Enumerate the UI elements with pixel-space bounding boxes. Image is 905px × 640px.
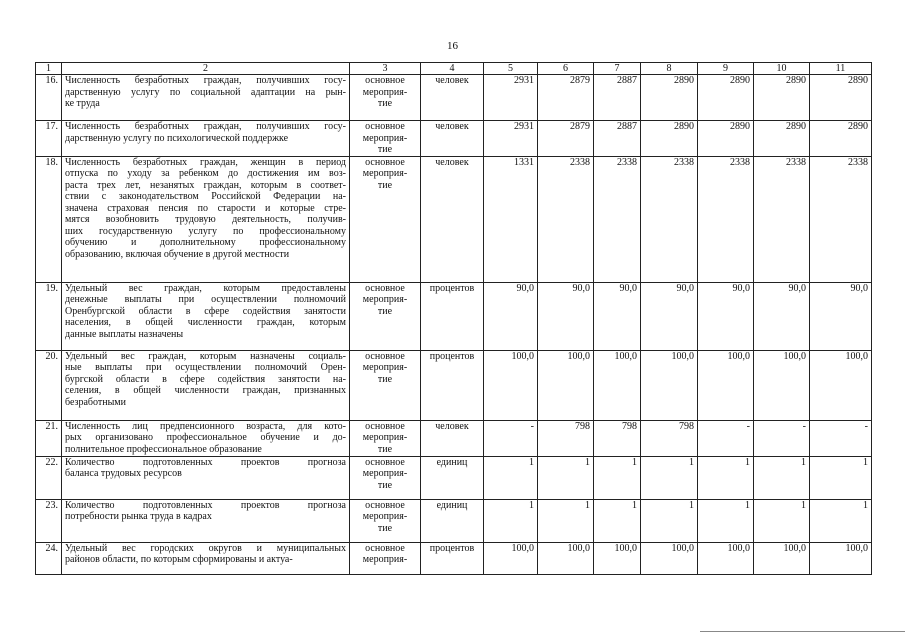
indicator-name-line: Численность безработных граждан, получивших госу-	[65, 121, 346, 132]
value-cell: -	[754, 420, 810, 456]
table-row	[36, 75, 872, 121]
measure-type-line: тие	[377, 479, 393, 491]
value-cell: 2338	[698, 156, 754, 282]
column-header: 3	[350, 63, 421, 75]
unit: единиц	[421, 456, 484, 499]
measure-type-line: тие	[377, 443, 393, 455]
measure-type-line: мероприя-	[362, 468, 408, 479]
unit: процентов	[421, 542, 484, 574]
measure-type-line: мероприя-	[362, 132, 408, 144]
unit: процентов	[421, 282, 484, 350]
indicator-name-line: баланса трудовых ресурсов	[65, 468, 182, 479]
measure-type-line: основное	[365, 75, 405, 86]
table-row	[36, 156, 872, 282]
indicator-name-line: безработными	[65, 396, 126, 408]
indicator-name-line: населения, в общей численности граждан, которым	[65, 317, 346, 328]
indicator-name-line: ные выплаты при осуществлении полномочий Орен-	[65, 362, 346, 373]
unit: человек	[421, 156, 484, 282]
column-header: 1	[36, 63, 62, 75]
value-cell: 2879	[538, 121, 594, 157]
value-cell: 798	[594, 420, 641, 456]
value-cell: 100,0	[698, 542, 754, 574]
measure-type-line: мероприя-	[362, 86, 408, 98]
value-cell: 90,0	[810, 282, 872, 350]
value-cell: 798	[538, 420, 594, 456]
value-cell: 100,0	[698, 350, 754, 420]
value-cell: 1	[754, 499, 810, 542]
measure-type-line: основное	[365, 350, 405, 362]
value-cell: 1	[810, 456, 872, 499]
value-cell: 100,0	[594, 542, 641, 574]
indicator-name-line: Численность безработных граждан, получивших госу-	[65, 75, 346, 86]
indicator-name-line: рых организовано профессиональное обучение и до-	[65, 432, 346, 443]
value-cell: 1	[641, 456, 698, 499]
indicator-table	[35, 62, 872, 575]
value-cell: 90,0	[484, 282, 538, 350]
column-number-header	[36, 63, 872, 75]
column-header: 9	[698, 63, 754, 75]
column-header: 8	[641, 63, 698, 75]
indicator-name	[62, 282, 350, 350]
measure-type	[350, 499, 421, 542]
unit: человек	[421, 121, 484, 157]
table-row	[36, 499, 872, 542]
indicator-name-line: полнительное профессиональное образование	[65, 443, 262, 455]
measure-type	[350, 542, 421, 574]
value-cell: 100,0	[754, 350, 810, 420]
indicator-name-line: ших государственную услугу по профессиональному	[65, 225, 346, 237]
value-cell: 2338	[594, 156, 641, 282]
indicator-name-line: образованию, включая обучение в другой местности	[65, 248, 290, 260]
indicator-name	[62, 121, 350, 157]
value-cell: 100,0	[594, 350, 641, 420]
measure-type-line: тие	[377, 373, 393, 385]
row-number: 16.	[36, 75, 62, 121]
value-cell: 2879	[538, 75, 594, 121]
value-cell: 2931	[484, 75, 538, 121]
table-row	[36, 121, 872, 157]
row-number: 23.	[36, 499, 62, 542]
scan-edge-line	[700, 631, 905, 632]
indicator-name-line: Удельный вес городских округов и муниципальных	[65, 542, 346, 554]
value-cell: 100,0	[484, 350, 538, 420]
indicator-name-line: денежные выплаты при осуществлении полномочий	[65, 294, 346, 305]
indicator-name-line: Количество подготовленных проектов прогноза	[65, 499, 346, 511]
indicator-name-line: Удельный вес граждан, которым назначены социаль-	[65, 350, 346, 362]
value-cell: 1	[594, 456, 641, 499]
measure-type-line: мероприя-	[362, 168, 408, 179]
unit: единиц	[421, 499, 484, 542]
indicator-name-line: раста трех лет, незанятых граждан, которым в соответ-	[65, 179, 346, 191]
measure-type	[350, 456, 421, 499]
column-header: 6	[538, 63, 594, 75]
value-cell: 2890	[810, 75, 872, 121]
row-number: 24.	[36, 542, 62, 574]
measure-type-line: мероприя-	[362, 294, 408, 305]
indicator-name-line: ке труда	[65, 98, 100, 109]
indicator-name-line: ствии с законодательством Российской Федерации на-	[65, 191, 346, 202]
value-cell: -	[698, 420, 754, 456]
value-cell: 2890	[698, 121, 754, 157]
measure-type-line: мероприя-	[362, 554, 408, 565]
value-cell: 1	[484, 456, 538, 499]
row-number: 21.	[36, 420, 62, 456]
indicator-name-line: районов области, по которым сформированы и актуа-	[65, 554, 293, 565]
column-header: 11	[810, 63, 872, 75]
row-number: 20.	[36, 350, 62, 420]
table-row	[36, 420, 872, 456]
measure-type-line: основное	[365, 121, 405, 132]
value-cell: 1	[754, 456, 810, 499]
value-cell: 1	[484, 499, 538, 542]
measure-type-line: основное	[365, 456, 405, 468]
value-cell: 2890	[641, 121, 698, 157]
indicator-name	[62, 75, 350, 121]
value-cell: 100,0	[538, 542, 594, 574]
value-cell: 100,0	[810, 350, 872, 420]
value-cell: 2338	[810, 156, 872, 282]
value-cell: 90,0	[698, 282, 754, 350]
value-cell: 1331	[484, 156, 538, 282]
measure-type-line: основное	[365, 156, 405, 168]
unit: человек	[421, 75, 484, 121]
table-row	[36, 282, 872, 350]
value-cell: 100,0	[538, 350, 594, 420]
measure-type-line: мероприя-	[362, 511, 408, 522]
value-cell: 1	[810, 499, 872, 542]
indicator-name-line: отпуска по уходу за ребенком до достижения им воз-	[65, 168, 346, 179]
indicator-name-line: Численность безработных граждан, женщин в период	[65, 156, 346, 168]
measure-type-line: основное	[365, 420, 405, 432]
indicator-name	[62, 542, 350, 574]
value-cell: 90,0	[754, 282, 810, 350]
measure-type	[350, 75, 421, 121]
value-cell: 2931	[484, 121, 538, 157]
table-row	[36, 542, 872, 574]
indicator-name	[62, 156, 350, 282]
value-cell: 2338	[641, 156, 698, 282]
measure-type-line: тие	[377, 305, 393, 317]
column-header: 2	[62, 63, 350, 75]
measure-type-line: мероприя-	[362, 432, 408, 443]
column-header: 5	[484, 63, 538, 75]
indicator-name-line: селения, в общей численности граждан, признанных	[65, 385, 346, 396]
measure-type-line: тие	[377, 144, 393, 155]
indicator-name-line: значена страховая пенсия по старости и которые стре-	[65, 202, 346, 214]
row-number: 17.	[36, 121, 62, 157]
indicator-name-line: Удельный вес граждан, которым предоставлены	[65, 282, 346, 294]
table-row	[36, 350, 872, 420]
value-cell: 798	[641, 420, 698, 456]
indicator-name-line: дарственную услугу по психологической поддержке	[65, 132, 289, 144]
value-cell: 2890	[698, 75, 754, 121]
value-cell: 1	[594, 499, 641, 542]
indicator-name-line: Оренбургской области в сфере содействия занятости	[65, 305, 346, 317]
value-cell: 1	[641, 499, 698, 542]
measure-type-line: основное	[365, 542, 405, 554]
value-cell: 2890	[641, 75, 698, 121]
indicator-name	[62, 499, 350, 542]
measure-type	[350, 282, 421, 350]
measure-type-line: тие	[377, 179, 393, 191]
value-cell: 1	[538, 499, 594, 542]
measure-type	[350, 156, 421, 282]
indicator-name-line: обучению и дополнительному профессиональному	[65, 237, 346, 248]
indicator-name-line: бургской области в сфере содействия занятости на-	[65, 373, 346, 385]
indicator-name	[62, 350, 350, 420]
value-cell: -	[484, 420, 538, 456]
measure-type-line: основное	[365, 282, 405, 294]
indicator-name	[62, 456, 350, 499]
measure-type	[350, 121, 421, 157]
value-cell: 2887	[594, 75, 641, 121]
value-cell: 100,0	[810, 542, 872, 574]
value-cell: 100,0	[754, 542, 810, 574]
value-cell: 2890	[754, 75, 810, 121]
table-row	[36, 456, 872, 499]
measure-type-line: тие	[377, 98, 393, 109]
measure-type	[350, 350, 421, 420]
page-number: 16	[447, 40, 458, 52]
value-cell: 2338	[754, 156, 810, 282]
value-cell: 100,0	[641, 350, 698, 420]
value-cell: 100,0	[641, 542, 698, 574]
value-cell: -	[810, 420, 872, 456]
value-cell: 2890	[754, 121, 810, 157]
value-cell: 1	[538, 456, 594, 499]
measure-type	[350, 420, 421, 456]
value-cell: 100,0	[484, 542, 538, 574]
indicator-name-line: Численность лиц предпенсионного возраста, для кото-	[65, 420, 346, 432]
row-number: 19.	[36, 282, 62, 350]
value-cell: 2890	[810, 121, 872, 157]
indicator-name-line: мятся возобновить трудовую деятельность, получив-	[65, 214, 346, 225]
value-cell: 2338	[538, 156, 594, 282]
value-cell: 90,0	[538, 282, 594, 350]
value-cell: 2887	[594, 121, 641, 157]
row-number: 22.	[36, 456, 62, 499]
value-cell: 1	[698, 456, 754, 499]
indicator-name	[62, 420, 350, 456]
column-header: 7	[594, 63, 641, 75]
value-cell: 90,0	[594, 282, 641, 350]
unit: процентов	[421, 350, 484, 420]
value-cell: 1	[698, 499, 754, 542]
measure-type-line: мероприя-	[362, 362, 408, 373]
indicator-name-line: Количество подготовленных проектов прогноза	[65, 456, 346, 468]
column-header: 10	[754, 63, 810, 75]
indicator-name-line: потребности рынка труда в кадрах	[65, 511, 212, 522]
indicator-name-line: дарственную услугу по социальной адаптации на рын-	[65, 86, 346, 98]
value-cell: 90,0	[641, 282, 698, 350]
measure-type-line: основное	[365, 499, 405, 511]
column-header: 4	[421, 63, 484, 75]
measure-type-line: тие	[377, 522, 393, 534]
row-number: 18.	[36, 156, 62, 282]
indicator-name-line: данные выплаты назначены	[65, 328, 184, 340]
unit: человек	[421, 420, 484, 456]
